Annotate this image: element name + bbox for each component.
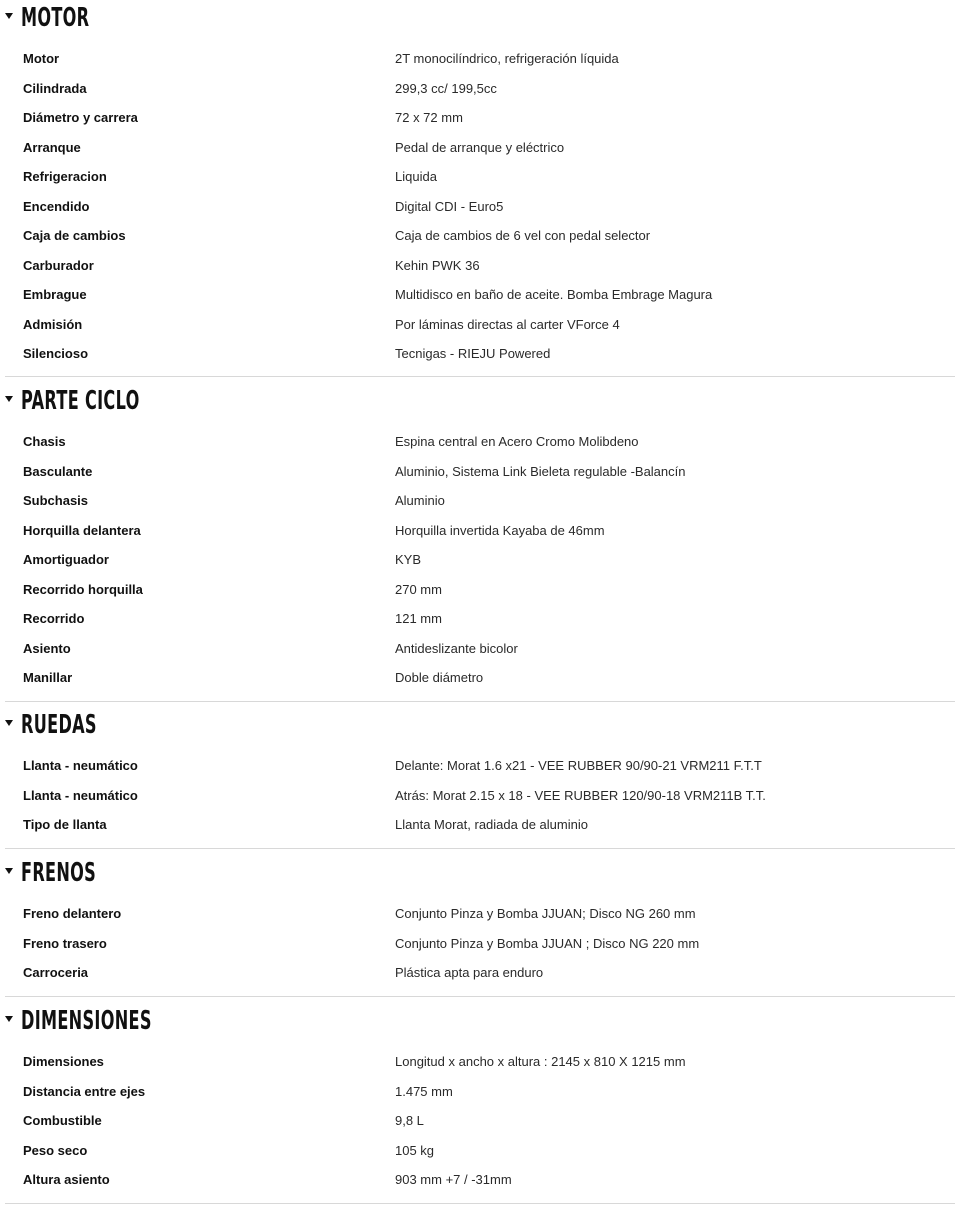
spec-value: Antideslizante bicolor — [395, 640, 518, 656]
spec-row — [5, 781, 955, 811]
spec-label: Asiento — [23, 640, 71, 656]
spec-row — [5, 604, 955, 634]
spec-section-dimensiones — [5, 1003, 955, 1204]
section-toggle[interactable] — [5, 0, 405, 36]
spec-label: Refrigeracion — [23, 169, 107, 184]
spec-value: Caja de cambios de 6 vel con pedal selector — [395, 228, 651, 243]
spec-row — [5, 427, 955, 457]
section-title: FRENOS — [21, 858, 97, 888]
spec-section-ruedas — [5, 707, 955, 849]
spec-label: Combustible — [23, 1113, 102, 1128]
spec-row — [5, 44, 955, 74]
spec-row — [5, 162, 955, 192]
spec-row — [5, 486, 955, 516]
spec-label: Encendido — [23, 198, 90, 214]
spec-label: Recorrido — [23, 611, 85, 626]
spec-row — [5, 1136, 955, 1166]
spec-value: Horquilla invertida Kayaba de 46mm — [395, 522, 605, 538]
spec-row — [5, 192, 955, 222]
spec-label: Recorrido horquilla — [23, 581, 143, 597]
spec-value: 9,8 L — [395, 1113, 424, 1128]
spec-value: Espina central en Acero Cromo Molibdeno — [395, 434, 639, 449]
spec-label: Arranque — [23, 139, 81, 155]
spec-value: Delante: Morat 1.6 x21 - VEE RUBBER 90/90-21 VRM211 F.T.T — [395, 758, 762, 773]
spec-label: Peso seco — [23, 1142, 88, 1158]
spec-row — [5, 1165, 955, 1195]
spec-value: Longitud x ancho x altura : 2145 x 810 X 1215 mm — [395, 1054, 686, 1069]
spec-value: Conjunto Pinza y Bomba JJUAN; Disco NG 260 mm — [395, 906, 696, 921]
section-toggle[interactable] — [5, 1003, 405, 1039]
spec-value: Aluminio, Sistema Link Bieleta regulable -Balancín — [395, 463, 686, 479]
spec-label: Manillar — [23, 670, 73, 685]
spec-row — [5, 545, 955, 575]
spec-value: Digital CDI - Euro5 — [395, 198, 504, 214]
spec-value: Atrás: Morat 2.15 x 18 - VEE RUBBER 120/90-18 VRM211B T.T. — [395, 787, 766, 803]
caret-down-icon — [5, 13, 13, 19]
spec-value: Kehin PWK 36 — [395, 257, 480, 273]
spec-row — [5, 280, 955, 310]
spec-value: 1.475 mm — [395, 1083, 453, 1099]
spec-value: Pedal de arranque y eléctrico — [395, 139, 565, 155]
spec-value: Doble diámetro — [395, 670, 484, 685]
spec-value: 270 mm — [395, 581, 442, 597]
spec-label: Diámetro y carrera — [23, 110, 138, 125]
spec-label: Cilindrada — [23, 80, 87, 96]
spec-section-parte-ciclo — [5, 383, 955, 702]
spec-value: Plástica apta para enduro — [395, 965, 544, 980]
spec-value: Aluminio — [395, 493, 445, 508]
spec-row — [5, 103, 955, 133]
section-title: RUEDAS — [21, 710, 97, 740]
spec-row — [5, 1047, 955, 1077]
spec-row — [5, 74, 955, 104]
spec-row — [5, 516, 955, 546]
spec-row — [5, 575, 955, 605]
spec-section-motor — [5, 0, 955, 377]
caret-down-icon — [5, 868, 13, 874]
spec-label: Motor — [23, 51, 60, 66]
spec-row — [5, 899, 955, 929]
spec-value: 72 x 72 mm — [395, 110, 463, 125]
spec-value: 105 kg — [395, 1142, 435, 1158]
spec-row — [5, 634, 955, 664]
spec-label: Carburador — [23, 257, 94, 273]
spec-label: Admisión — [23, 316, 83, 332]
spec-value: 2T monocilíndrico, refrigeración líquida — [395, 51, 619, 66]
spec-label: Subchasis — [23, 493, 89, 508]
section-toggle[interactable] — [5, 383, 405, 419]
spec-label: Chasis — [23, 434, 66, 449]
section-toggle[interactable] — [5, 707, 405, 743]
spec-row — [5, 751, 955, 781]
spec-label: Basculante — [23, 463, 93, 479]
spec-label: Freno trasero — [23, 935, 107, 951]
spec-row — [5, 339, 955, 369]
spec-label: Llanta - neumático — [23, 787, 138, 803]
spec-row — [5, 663, 955, 693]
caret-down-icon — [5, 1016, 13, 1022]
spec-row — [5, 1106, 955, 1136]
spec-label: Dimensiones — [23, 1054, 104, 1069]
spec-value: 903 mm +7 / -31mm — [395, 1172, 512, 1187]
spec-label: Altura asiento — [23, 1172, 110, 1187]
spec-section-frenos — [5, 855, 955, 997]
section-title: MOTOR — [21, 3, 90, 33]
spec-label: Amortiguador — [23, 552, 109, 567]
spec-label: Embrague — [23, 287, 87, 302]
spec-row — [5, 1077, 955, 1107]
spec-label: Horquilla delantera — [23, 522, 141, 538]
spec-label: Silencioso — [23, 346, 89, 361]
spec-row — [5, 958, 955, 988]
spec-label: Distancia entre ejes — [23, 1083, 146, 1099]
spec-value: 299,3 cc/ 199,5cc — [395, 80, 497, 96]
spec-value: Liquida — [395, 169, 437, 184]
spec-label: Llanta - neumático — [23, 758, 138, 773]
spec-label: Tipo de llanta — [23, 817, 107, 832]
spec-row — [5, 929, 955, 959]
spec-value: Multidisco en baño de aceite. Bomba Embrage Magura — [395, 287, 713, 302]
section-title: PARTE CICLO — [21, 386, 140, 416]
spec-row — [5, 251, 955, 281]
spec-label: Caja de cambios — [23, 228, 126, 243]
spec-value: Conjunto Pinza y Bomba JJUAN ; Disco NG 220 mm — [395, 935, 700, 951]
section-toggle[interactable] — [5, 855, 405, 891]
spec-value: Por láminas directas al carter VForce 4 — [395, 316, 620, 332]
spec-value: KYB — [395, 552, 422, 567]
spec-row — [5, 810, 955, 840]
spec-value: 121 mm — [395, 611, 442, 626]
spec-label: Freno delantero — [23, 906, 122, 921]
spec-label: Carroceria — [23, 965, 89, 980]
caret-down-icon — [5, 396, 13, 402]
spec-row — [5, 310, 955, 340]
spec-row — [5, 457, 955, 487]
spec-value: Llanta Morat, radiada de aluminio — [395, 817, 588, 832]
section-title: DIMENSIONES — [21, 1006, 152, 1036]
spec-row — [5, 221, 955, 251]
spec-value: Tecnigas - RIEJU Powered — [395, 346, 551, 361]
spec-row — [5, 133, 955, 163]
caret-down-icon — [5, 720, 13, 726]
